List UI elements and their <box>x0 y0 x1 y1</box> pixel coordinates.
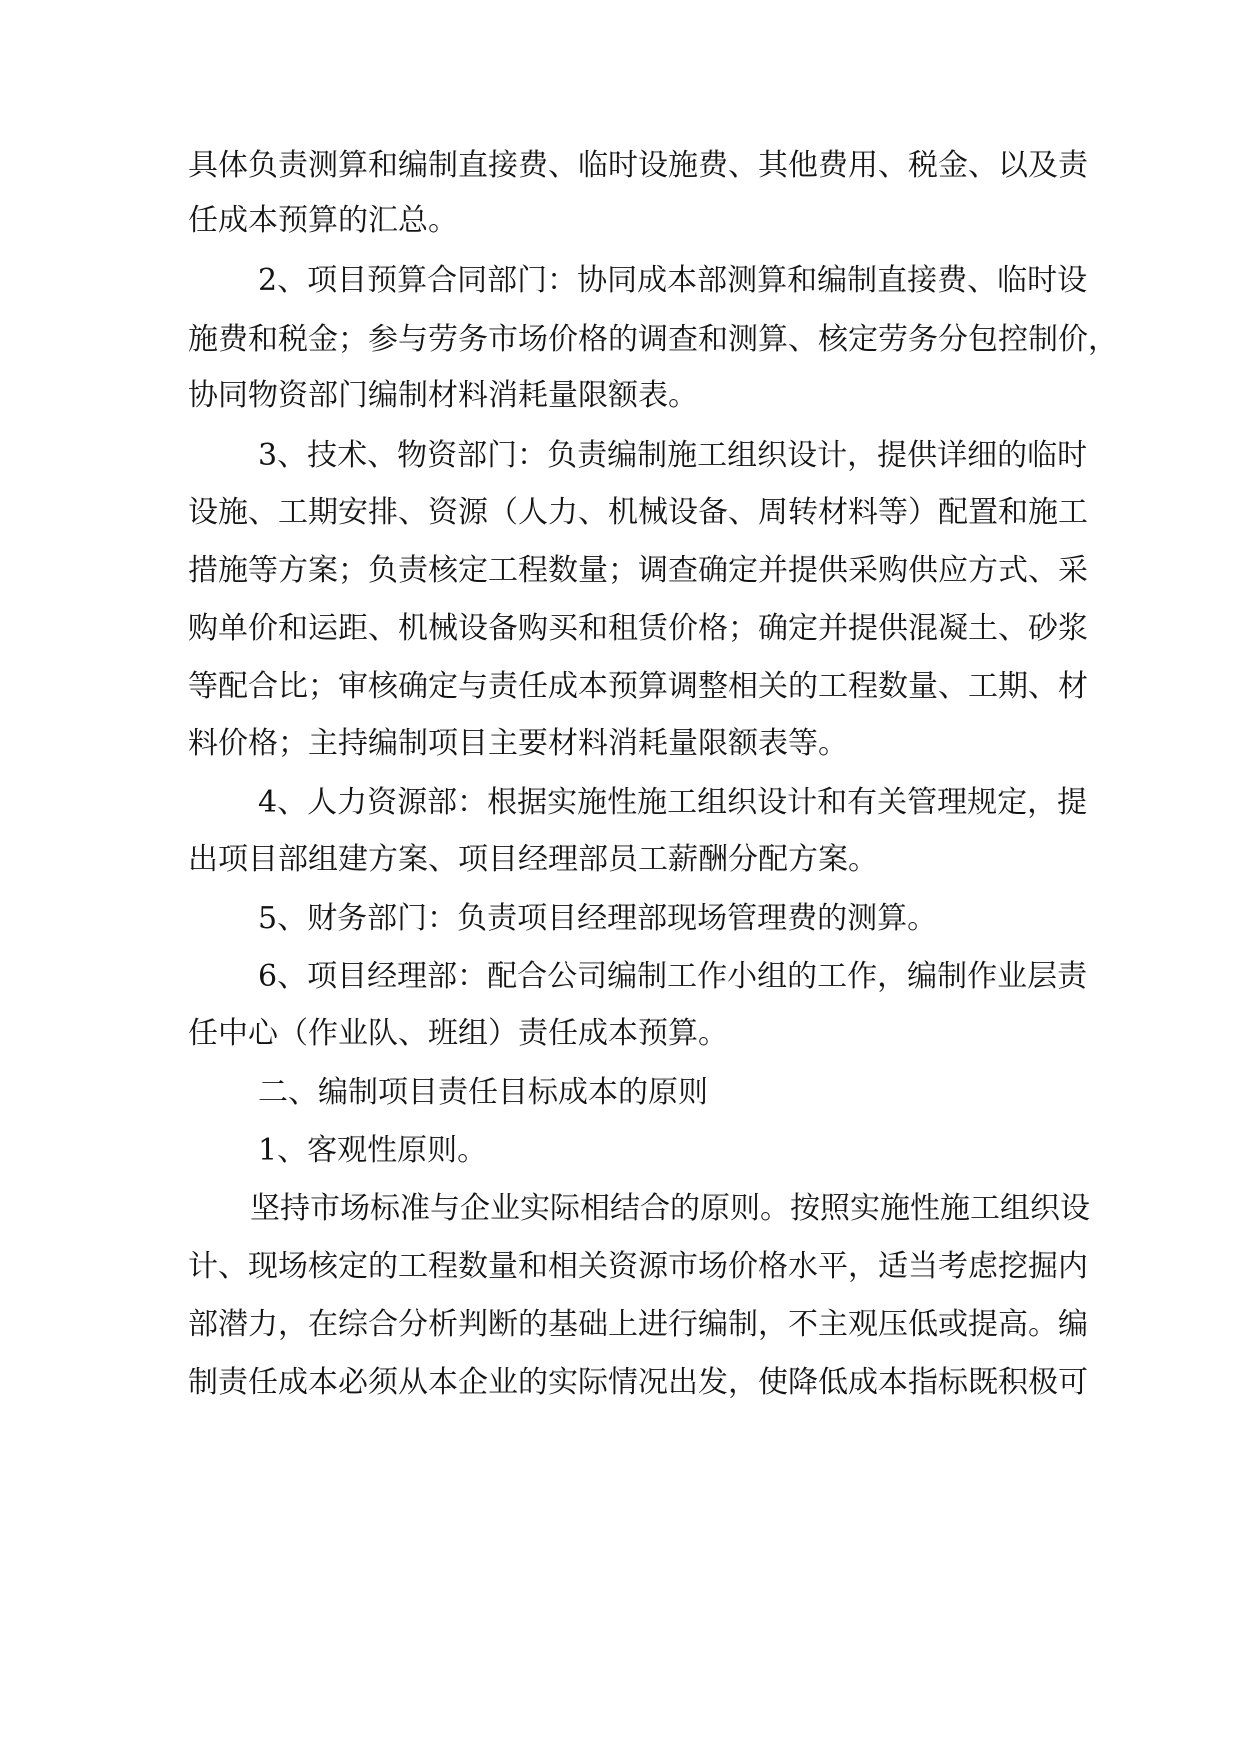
text-line-8: 措施等方案；负责核定工程数量；调查确定并提供采购供应方式、采 <box>188 553 1088 588</box>
text-line-13: 出项目部组建方案、项目经理部员工薪酬分配方案。 <box>188 842 878 877</box>
text-line-16: 任中心（作业队、班组）责任成本预算。 <box>188 1016 728 1051</box>
text-line-12: 4、人力资源部：根据实施性施工组织设计和有关管理规定，提 <box>258 785 1088 820</box>
text-line-19: 坚持市场标准与企业实际相结合的原则。按照实施性施工组织设 <box>250 1191 1090 1226</box>
text-line-4: 施费和税金；参与劳务市场价格的调查和测算、核定劳务分包控制价， <box>188 322 1118 357</box>
text-line-10: 等配合比；审核确定与责任成本预算调整相关的工程数量、工期、材 <box>188 669 1088 704</box>
subsection-heading: 1、客观性原则。 <box>258 1133 488 1168</box>
text-line-20: 计、现场核定的工程数量和相关资源市场价格水平，适当考虑挖掘内 <box>188 1249 1088 1284</box>
text-line-11: 料价格；主持编制项目主要材料消耗量限额表等。 <box>188 726 848 761</box>
text-line-9: 购单价和运距、机械设备购买和租赁价格；确定并提供混凝土、砂浆 <box>188 611 1088 646</box>
text-line-22: 制责任成本必须从本企业的实际情况出发，使降低成本指标既积极可 <box>188 1365 1088 1400</box>
section-heading: 二、编制项目责任目标成本的原则 <box>258 1075 708 1110</box>
text-line-15: 6、项目经理部：配合公司编制工作小组的工作，编制作业层责 <box>258 959 1088 994</box>
text-line-5: 协同物资部门编制材料消耗量限额表。 <box>188 378 698 413</box>
text-line-6: 3、技术、物资部门：负责编制施工组织设计，提供详细的临时 <box>258 438 1088 473</box>
text-line-2: 任成本预算的汇总。 <box>188 203 458 238</box>
text-line-21: 部潜力，在综合分析判断的基础上进行编制，不主观压低或提高。编 <box>188 1307 1088 1342</box>
text-line-7: 设施、工期安排、资源（人力、机械设备、周转材料等）配置和施工 <box>188 495 1088 530</box>
text-line-1: 具体负责测算和编制直接费、临时设施费、其他费用、税金、以及责 <box>188 148 1088 183</box>
text-line-14: 5、财务部门：负责项目经理部现场管理费的测算。 <box>258 901 938 936</box>
text-line-3: 2、项目预算合同部门：协同成本部测算和编制直接费、临时设 <box>258 263 1088 298</box>
